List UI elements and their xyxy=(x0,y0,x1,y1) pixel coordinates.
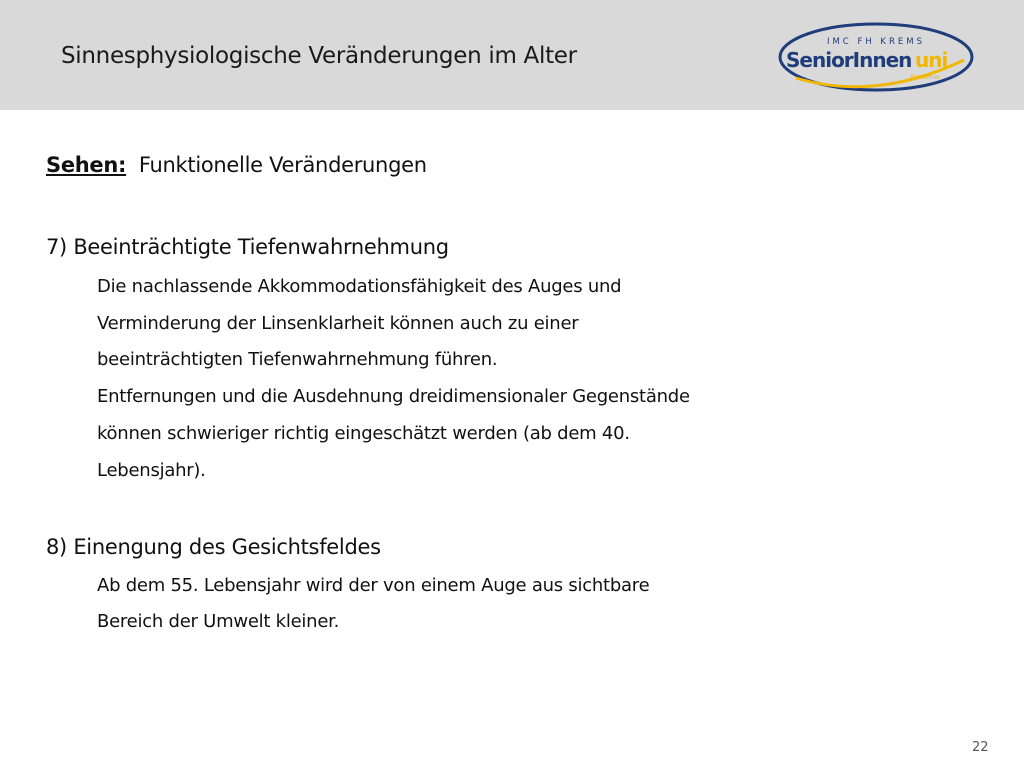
svg-text:uni: uni xyxy=(915,48,948,72)
svg-text:IMC FH KREMS: IMC FH KREMS xyxy=(826,37,926,47)
imc-fh-krems-seniorinnenuni-logo xyxy=(776,20,976,94)
section-7-line: Lebensjahr). xyxy=(97,460,206,481)
section-8-line: Bereich der Umwelt kleiner. xyxy=(97,611,340,632)
section-7-line: Entfernungen und die Ausdehnung dreidimensionaler Gegenstände xyxy=(97,386,690,407)
section-8-title: 8) Einengung des Gesichtsfeldes xyxy=(46,535,381,559)
page-number: 22 xyxy=(972,740,989,755)
slide-header xyxy=(0,0,1024,110)
section-7-line: Die nachlassende Akkommodationsfähigkeit des Auges und xyxy=(97,276,622,297)
section-7-line: können schwieriger richtig eingeschätzt werden (ab dem 40. xyxy=(97,423,630,444)
slide-heading xyxy=(46,153,427,177)
svg-text:SeniorInnen: SeniorInnen xyxy=(786,48,912,72)
section-8-line: Ab dem 55. Lebensjahr wird der von einem Auge aus sichtbare xyxy=(97,575,650,596)
section-7-line: Verminderung der Linsenklarheit können auch zu einer xyxy=(97,313,579,334)
heading-label: Sehen: xyxy=(46,153,127,177)
svg-text:Akademie: Akademie xyxy=(910,74,940,81)
heading-text: Funktionelle Veränderungen xyxy=(138,153,427,177)
section-7-title: 7) Beeinträchtigte Tiefenwahrnehmung xyxy=(46,235,449,259)
section-7-line: beeinträchtigten Tiefenwahrnehmung führen. xyxy=(97,349,498,370)
slide-title: Sinnesphysiologische Veränderungen im Alter xyxy=(61,43,577,69)
